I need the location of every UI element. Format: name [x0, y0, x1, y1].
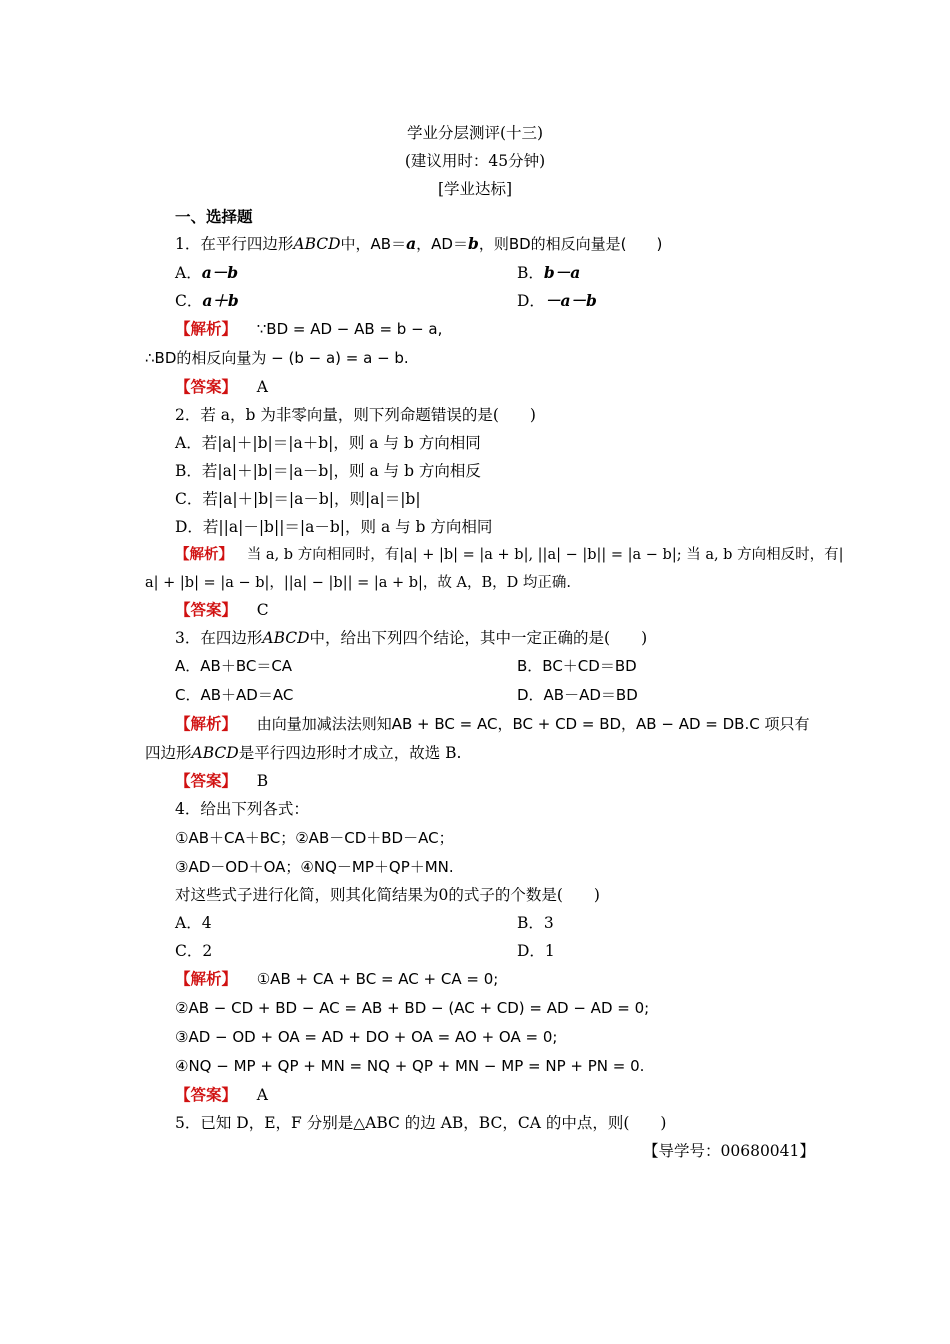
q2-analysis-line2: a| + |b| = |a − b|，||a| − |b|| = |a + b|，故 A，B，D 均正确. [145, 575, 572, 591]
q2-answer [175, 600, 269, 620]
q4-answer-value: A [256, 1086, 268, 1104]
q4-question: 对这些式子进行化简，则其化简结果为0的式子的个数是( ) [175, 886, 600, 904]
q1-opt-d-label: D． [517, 292, 545, 310]
q1-analysis-line2: ∴BD的相反向量为 − (b − a) = a − b. [145, 349, 409, 367]
q1-stem-pre: 1．在平行四边形 [175, 235, 294, 253]
q2-analysis-line1: 当 a, b 方向相同时，有|a| + |b| = |a + b|, ||a| − |b|| = |a − b|; 当 a, b 方向相反时，有| [246, 547, 844, 563]
q2-analysis [175, 545, 843, 565]
q3-stem-name: ABCD [262, 629, 310, 647]
q4-option-c: C．2 [175, 942, 213, 960]
q3-answer-value: B [256, 772, 269, 790]
q1-answer-value: A [256, 378, 268, 396]
q3-analysis-pre: 四边形 [145, 744, 192, 762]
q1-stem [175, 234, 662, 254]
q3-option-d: D．AB－AD＝BD [517, 686, 638, 704]
guide-number: 【导学号：00680041】 [643, 1142, 815, 1160]
q3-analysis-name: ABCD [191, 744, 239, 762]
q4-option-a: A．4 [175, 914, 212, 932]
q3-analysis [175, 714, 809, 734]
q3-option-b: B．BC＋CD＝BD [517, 657, 637, 675]
q2-option-b: B．若|a|＋|b|＝|a－b|，则 a 与 b 方向相反 [175, 462, 481, 480]
q3-stem-post: 中，给出下列四个结论，其中一定正确的是( ) [309, 629, 648, 647]
q1-var-b: b [467, 234, 479, 253]
q1-opt-a-label: A． [175, 264, 202, 282]
answer-label: 【答案】 [175, 600, 238, 619]
q2-answer-value: C [256, 601, 269, 619]
q3-option-c: C．AB＋AD＝AC [175, 686, 294, 704]
q4-answer [175, 1085, 268, 1105]
section-title: [学业达标] [437, 180, 513, 198]
q2-option-d: D．若||a|－|b||＝|a－b|，则 a 与 b 方向相同 [175, 518, 493, 536]
q2-option-c: C．若|a|＋|b|＝|a－b|，则|a|＝|b| [175, 490, 421, 508]
answer-label: 【答案】 [175, 1085, 238, 1104]
q1-stem-mid1: 中，AB＝ [340, 235, 407, 253]
q4-option-b: B．3 [517, 914, 554, 932]
q4-analysis-line4: ④NQ − MP + QP + MN = NQ + QP + MN − MP = NP + PN = 0. [175, 1057, 645, 1075]
q4-analysis [175, 969, 498, 989]
q1-option-d [517, 291, 597, 311]
q4-expr-line2: ③AD－OD＋OA；④NQ－MP＋QP＋MN. [175, 858, 454, 876]
q1-opt-b-expr: b－a [543, 263, 581, 282]
q1-option-a [175, 263, 238, 283]
q1-option-c [175, 291, 239, 311]
q1-stem-post: ，则BD的相反向量是( ) [478, 235, 663, 253]
q1-opt-b-label: B． [517, 264, 544, 282]
part-heading: 一、选择题 [175, 207, 253, 226]
q1-analysis [175, 319, 442, 339]
analysis-label: 【解析】 [175, 969, 238, 988]
q1-analysis-line1: ∵BD = AD − AB = b − a, [256, 320, 443, 338]
q1-opt-c-expr: a＋b [202, 291, 239, 310]
q2-stem: 2．若 a，b 为非零向量，则下列命题错误的是( ) [175, 406, 536, 424]
q1-opt-d-expr: －a－b [544, 291, 597, 310]
q1-var-a: a [406, 234, 417, 253]
q3-answer [175, 771, 268, 791]
answer-label: 【答案】 [175, 377, 238, 396]
q3-analysis-line2 [145, 743, 461, 763]
analysis-label: 【解析】 [175, 319, 238, 338]
q1-answer [175, 377, 268, 397]
q4-expr-line1: ①AB＋CA＋BC；②AB－CD＋BD－AC； [175, 829, 454, 847]
page-title: 学业分层测评(十三) [406, 124, 544, 142]
q4-stem: 4．给出下列各式： [175, 800, 309, 818]
q4-option-d: D．1 [517, 942, 555, 960]
analysis-label: 【解析】 [175, 546, 233, 563]
time-hint: (建议用时：45分钟) [404, 152, 546, 170]
q3-stem [175, 628, 647, 648]
q3-stem-pre: 3．在四边形 [175, 629, 263, 647]
analysis-label: 【解析】 [175, 714, 238, 733]
q5-stem: 5．已知 D，E，F 分别是△ABC 的边 AB，BC，CA 的中点，则( ) [175, 1114, 667, 1132]
q1-option-b [517, 263, 580, 283]
q2-option-a: A．若|a|＋|b|＝|a＋b|，则 a 与 b 方向相同 [175, 434, 481, 452]
q3-analysis-post: 是平行四边形时才成立，故选 B. [238, 744, 462, 762]
q1-stem-mid2: ，AD＝ [416, 235, 468, 253]
q1-opt-c-label: C． [175, 292, 203, 310]
answer-label: 【答案】 [175, 771, 238, 790]
q1-opt-a-expr: a－b [201, 263, 239, 282]
q3-analysis-line1: 由向量加减法法则知AB + BC = AC，BC + CD = BD，AB − AD = DB.C 项只有 [256, 715, 810, 733]
q4-analysis-line2: ②AB − CD + BD − AC = AB + BD − (AC + CD) = AD − AD = 0; [175, 999, 650, 1017]
q1-stem-name: ABCD [293, 235, 341, 253]
q3-option-a: A．AB＋BC＝CA [175, 657, 293, 675]
q4-analysis-line1: ①AB + CA + BC = AC + CA = 0; [256, 970, 499, 988]
q4-analysis-line3: ③AD − OD + OA = AD + DO + OA = AO + OA = 0; [175, 1028, 558, 1046]
